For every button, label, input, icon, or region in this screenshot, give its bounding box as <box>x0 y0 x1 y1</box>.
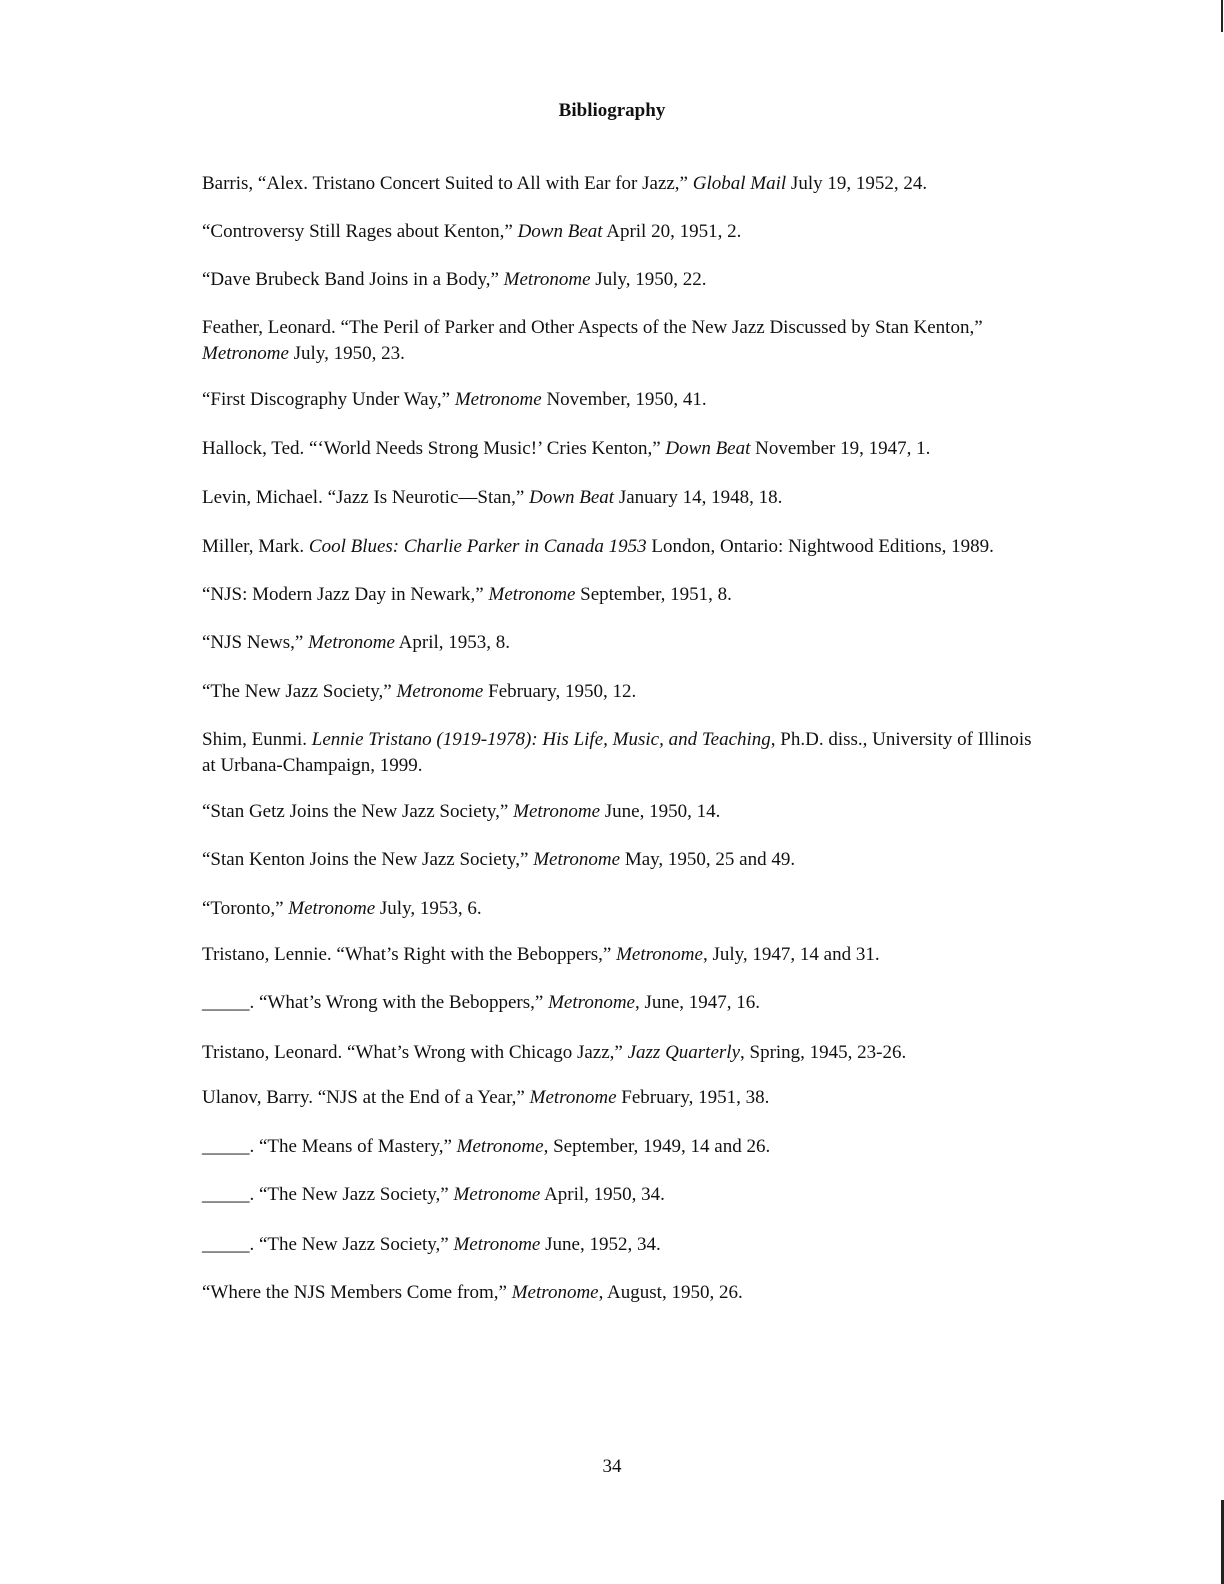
bibliography-entry <box>202 485 1042 511</box>
entry-source: Metronome <box>202 343 289 364</box>
entry-details: June, 1950, 14. <box>600 801 721 822</box>
entry-details: , September, 1949, 14 and 26. <box>543 1136 771 1157</box>
entry-text: “Stan Kenton Joins the New Jazz Society,” <box>202 849 534 870</box>
entry-details: April 20, 1951, 2. <box>602 221 742 242</box>
entry-source: Down Beat <box>529 487 615 508</box>
entry-source: Down Beat <box>665 438 751 459</box>
entry-text: “Toronto,” <box>202 898 289 919</box>
bibliography-entry <box>202 171 1042 197</box>
entry-text: Shim, Eunmi. <box>202 729 312 750</box>
entry-source: Metronome <box>548 992 635 1013</box>
entry-text: “Stan Getz Joins the New Jazz Society,” <box>202 801 514 822</box>
entry-details: April, 1953, 8. <box>394 632 511 653</box>
entry-source: Metronome <box>529 1087 617 1108</box>
entry-source: Metronome <box>454 389 542 410</box>
bibliography-entry <box>202 1280 1042 1306</box>
entry-text: _____. “The New Jazz Society,” <box>202 1234 454 1255</box>
entry-details: May, 1950, 25 and 49. <box>620 849 796 870</box>
bibliography-entry <box>202 727 1042 779</box>
page-title: Bibliography <box>558 100 666 121</box>
entry-source: Metronome <box>288 898 376 919</box>
bibliography-entry <box>202 582 1042 608</box>
entry-source: Global Mail <box>692 173 787 194</box>
entry-source: Metronome <box>488 584 576 605</box>
entry-text: _____. “The New Jazz Society,” <box>202 1184 454 1205</box>
entry-text: “NJS: Modern Jazz Day in Newark,” <box>202 584 489 605</box>
entry-details: London, Ontario: Nightwood Editions, 1989. <box>646 536 994 557</box>
entry-text: Hallock, Ted. “‘World Needs Strong Music!’ Cries Kenton,” <box>202 438 666 459</box>
bibliography-entry <box>202 534 1042 560</box>
entry-source: Metronome <box>511 1282 599 1303</box>
scan-edge-top <box>1221 0 1223 32</box>
entry-text: Miller, Mark. <box>202 536 309 557</box>
entry-source: Metronome <box>616 944 703 965</box>
entry-source: Metronome <box>456 1136 544 1157</box>
bibliography-entry <box>202 896 1042 922</box>
entry-details: April, 1950, 34. <box>540 1184 665 1205</box>
bibliography-entry <box>202 942 1042 968</box>
entry-details: June, 1952, 34. <box>540 1234 661 1255</box>
entry-source: Metronome <box>396 681 484 702</box>
entry-text: “Where the NJS Members Come from,” <box>202 1282 512 1303</box>
entry-source: Metronome <box>453 1184 541 1205</box>
bibliography-entry <box>202 1232 1042 1258</box>
entry-details: November 19, 1947, 1. <box>750 438 931 459</box>
bibliography-entry <box>202 847 1042 873</box>
entry-details: , Spring, 1945, 23-26. <box>740 1042 907 1063</box>
entry-source: Jazz Quarterly <box>627 1042 740 1063</box>
entry-source: Down Beat <box>517 221 603 242</box>
entry-source: Metronome <box>308 632 395 653</box>
entry-text: “The New Jazz Society,” <box>202 681 397 702</box>
entry-source: Metronome <box>453 1234 541 1255</box>
entry-details: July, 1950, 22. <box>590 269 707 290</box>
entry-text: “Dave Brubeck Band Joins in a Body,” <box>202 269 504 290</box>
bibliography-entry <box>202 679 1042 705</box>
bibliography-entry <box>202 1040 1042 1066</box>
bibliography-entry <box>202 630 1042 656</box>
entry-text: “First Discography Under Way,” <box>202 389 455 410</box>
entry-details: , July, 1947, 14 and 31. <box>702 944 880 965</box>
entry-details: , August, 1950, 26. <box>598 1282 743 1303</box>
bibliography-entry <box>202 1182 1042 1208</box>
page-number: 34 <box>602 1456 622 1477</box>
entry-text: Ulanov, Barry. “NJS at the End of a Year,” <box>202 1087 530 1108</box>
entry-source: Metronome <box>533 849 621 870</box>
bibliography-entry <box>202 219 1042 245</box>
entry-text: Feather, Leonard. “The Peril of Parker and Other Aspects of the New Jazz Discussed by Stan Kenton,” <box>202 317 983 338</box>
entry-text: Tristano, Leonard. “What’s Wrong with Chicago Jazz,” <box>202 1042 628 1063</box>
entry-details: January 14, 1948, 18. <box>614 487 783 508</box>
bibliography-entry <box>202 1085 1042 1111</box>
entry-details: September, 1951, 8. <box>575 584 732 605</box>
entry-details: , Ph.D. diss., University of Illinois at Urbana-Champaign, 1999. <box>202 729 1032 776</box>
entry-source: Metronome <box>503 269 591 290</box>
entry-source: Cool Blues: Charlie Parker in Canada 1953 <box>308 536 647 557</box>
bibliography-entry <box>202 990 1042 1016</box>
entry-text: Barris, “Alex. Tristano Concert Suited to All with Ear for Jazz,” <box>202 173 693 194</box>
entry-details: , June, 1947, 16. <box>634 992 761 1013</box>
bibliography-entry <box>202 315 1042 367</box>
entry-text: _____. “The Means of Mastery,” <box>202 1136 457 1157</box>
bibliography-entry <box>202 387 1042 413</box>
entry-details: February, 1951, 38. <box>616 1087 770 1108</box>
entry-details: November, 1950, 41. <box>541 389 707 410</box>
entry-details: July, 1953, 6. <box>375 898 482 919</box>
entry-text: _____. “What’s Wrong with the Beboppers,” <box>202 992 549 1013</box>
bibliography-entry <box>202 267 1042 293</box>
bibliography-entry <box>202 1134 1042 1160</box>
bibliography-entry <box>202 799 1042 825</box>
entry-text: Levin, Michael. “Jazz Is Neurotic—Stan,” <box>202 487 530 508</box>
entry-source: Lennie Tristano (1919-1978): His Life, Music, and Teaching <box>311 729 771 750</box>
entry-details: July, 1950, 23. <box>288 343 405 364</box>
entry-details: July 19, 1952, 24. <box>786 173 928 194</box>
entry-text: “NJS News,” <box>202 632 309 653</box>
entry-details: February, 1950, 12. <box>483 681 637 702</box>
entry-text: Tristano, Lennie. “What’s Right with the Beboppers,” <box>202 944 617 965</box>
entry-text: “Controversy Still Rages about Kenton,” <box>202 221 518 242</box>
entry-source: Metronome <box>513 801 601 822</box>
bibliography-entry <box>202 436 1042 462</box>
